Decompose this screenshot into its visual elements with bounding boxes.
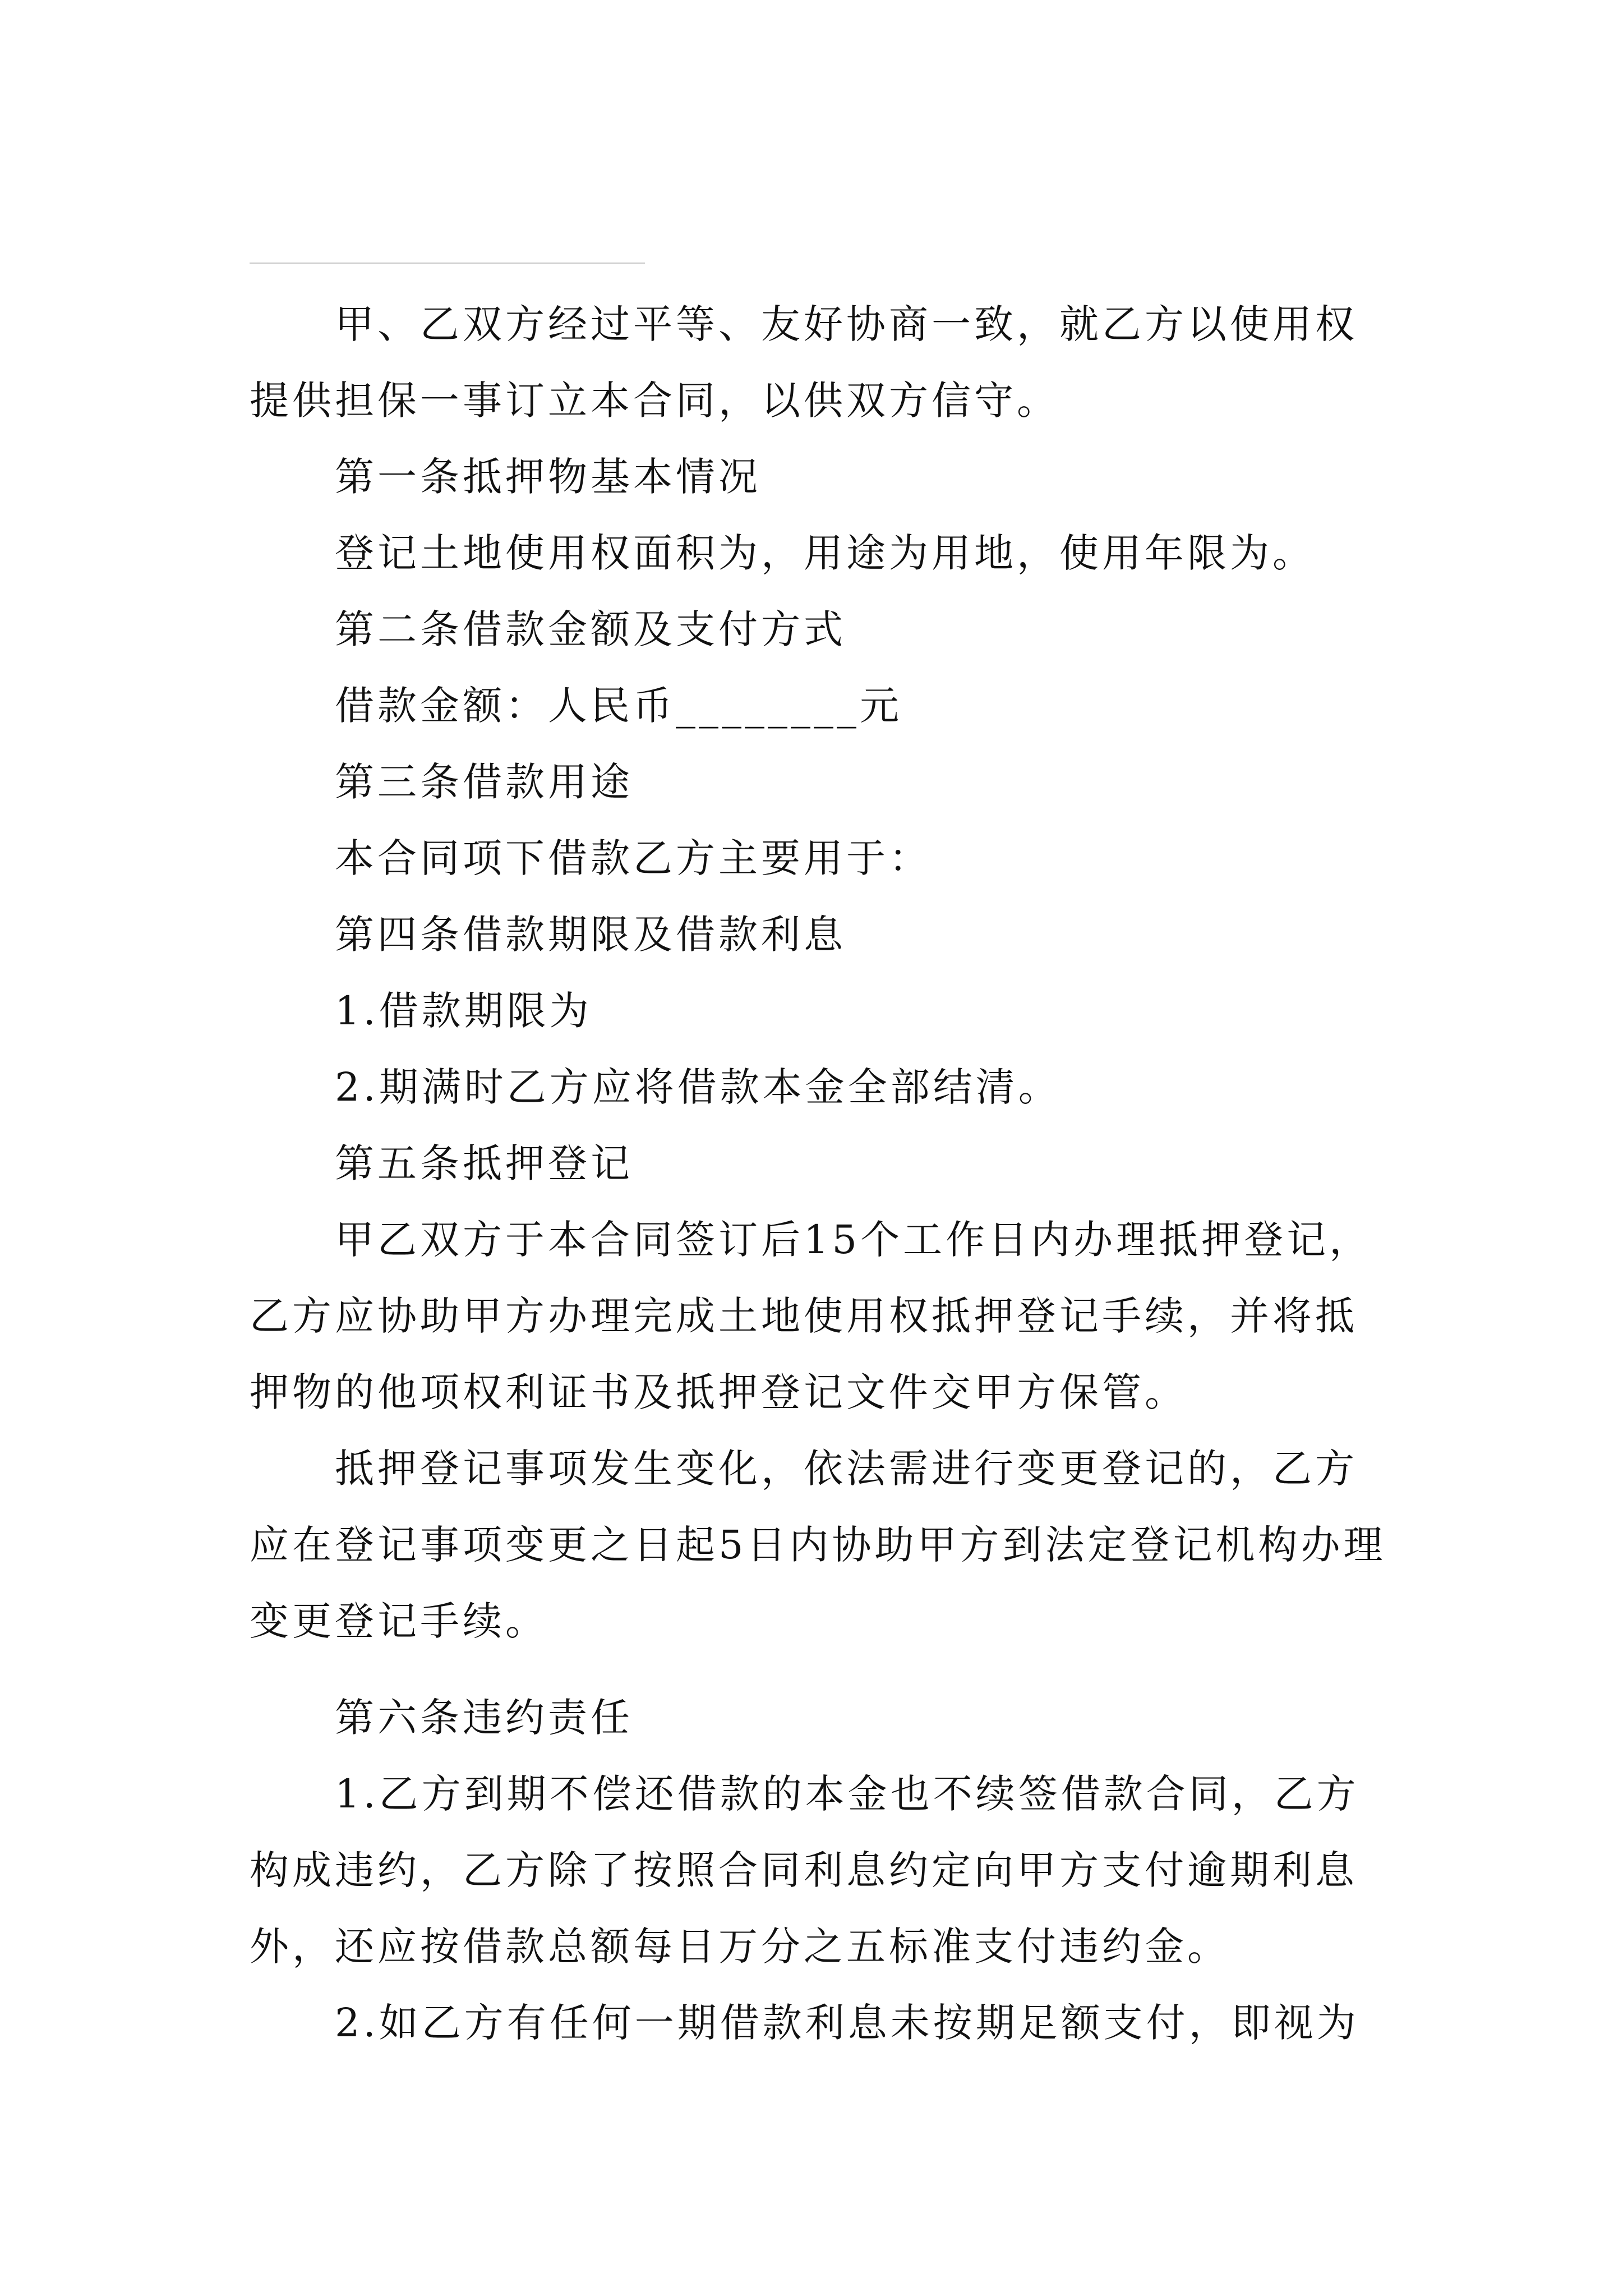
article-5-text-2: 抵押登记事项发生变化，依法需进行变更登记的，乙方应在登记事项变更之日起5日内协助甲方到法定登记机构办理变更登记手续。 <box>250 1446 1386 1644</box>
article-6-item-1: 1.乙方到期不偿还借款的本金也不续签借款合同，乙方构成违约，乙方除了按照合同利息约定向甲方支付逾期利息外，还应按借款总额每日万分之五标准支付违约金。 <box>250 1771 1359 1970</box>
article-3-heading: 第三条借款用途 <box>335 759 633 805</box>
article-5-heading: 第五条抵押登记 <box>335 1140 633 1186</box>
article-1-heading: 第一条抵押物基本情况 <box>335 454 761 500</box>
article-6-heading: 第六条违约责任 <box>335 1695 633 1741</box>
article-4-heading: 第四条借款期限及借款利息 <box>335 912 846 958</box>
document-body <box>250 286 1394 2061</box>
article-2-amount: 借款金额：人民币________元 <box>335 683 902 729</box>
header-rule <box>250 263 645 264</box>
article-1-text: 登记土地使用权面积为，用途为用地，使用年限为。 <box>335 530 1315 576</box>
article-6-item-2: 2.如乙方有任何一期借款利息未按期足额支付，即视为 <box>335 2000 1359 2046</box>
paragraph-intro: 甲、乙双方经过平等、友好协商一致，就乙方以使用权提供担保一事订立本合同，以供双方信守。 <box>250 301 1358 424</box>
article-2-heading: 第二条借款金额及支付方式 <box>335 606 846 652</box>
article-5-text-1: 甲乙双方于本合同签订后15个工作日内办理抵押登记，乙方应协助甲方办理完成土地使用权抵押登记手续，并将抵押物的他项权利证书及抵押登记文件交甲方保管。 <box>250 1217 1372 1415</box>
article-4-item-1: 1.借款期限为 <box>335 988 592 1034</box>
article-4-item-2: 2.期满时乙方应将借款本金全部结清。 <box>335 1064 1061 1110</box>
article-3-text: 本合同项下借款乙方主要用于： <box>335 835 932 881</box>
